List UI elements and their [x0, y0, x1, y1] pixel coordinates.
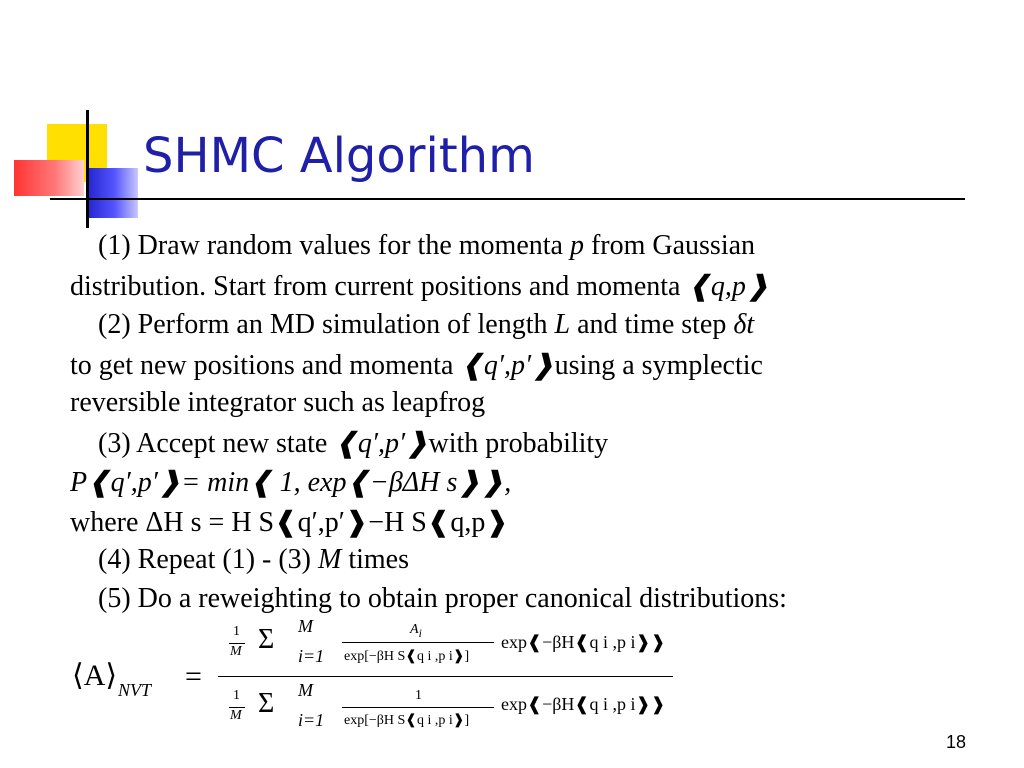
step-2-end: and time step — [570, 309, 734, 340]
deco-vertical-line — [86, 110, 89, 228]
den-inner-bar — [342, 707, 494, 708]
step-3-text: (3) Accept new state — [98, 428, 335, 459]
num-den-exp: exp[−βH S❰q i ,p i❱] — [344, 649, 470, 664]
den-den-exp: exp[−βH S❰q i ,p i❱] — [344, 713, 470, 728]
deco-red-bar — [14, 160, 84, 196]
num-A-label: A — [410, 622, 419, 637]
main-fraction-bar — [218, 676, 673, 677]
den-tail-exp: exp❰−βH❰q i ,p i❱❱ — [501, 694, 666, 714]
formula-equals: = — [185, 660, 202, 693]
num-frac-one: 1 — [233, 624, 240, 639]
den-sum-bottom: i=1 — [298, 710, 325, 730]
den-frac-M: M — [230, 708, 242, 723]
title-underline — [50, 198, 965, 200]
repeat-count-var: M — [318, 544, 342, 575]
time-step-symbol: δt — [733, 309, 755, 340]
step-4-end: times — [341, 544, 410, 575]
formula-lhs-subscript: NVT — [118, 680, 152, 700]
state-qp: ❰q,p❱ — [687, 271, 770, 302]
deco-blue-square — [86, 168, 138, 218]
num-tail-exp: exp❰−βH❰q i ,p i❱❱ — [501, 632, 666, 652]
length-var: L — [554, 309, 571, 340]
den-sum-symbol: Σ — [258, 688, 275, 719]
step-5-line: (5) Do a reweighting to obtain proper canonical distributions: — [98, 583, 787, 614]
num-A-sub: i — [418, 626, 422, 640]
step-3-line — [98, 426, 608, 460]
step-4-text: (4) Repeat (1) - (3) — [98, 544, 319, 575]
num-frac-M: M — [230, 644, 242, 659]
step-1-text: (1) Draw random values for the momenta — [98, 230, 570, 261]
step-1-end: from Gaussian — [583, 230, 756, 261]
num-A — [410, 622, 422, 640]
page-number: 18 — [945, 732, 966, 752]
probability-formula: P❰q′,p′❱= min❰ 1, exp❰−βΔH s❱❱, — [70, 467, 512, 498]
step-2-cont-end: using a symplectic — [554, 350, 763, 381]
step-4-line — [98, 544, 409, 576]
formula-lhs: ⟨A⟩ — [72, 659, 118, 692]
den-one: 1 — [415, 688, 422, 703]
step-2-text: (2) Perform an MD simulation of length — [98, 309, 555, 340]
momenta-var: p — [569, 230, 584, 261]
new-state-symbol: ❰q′,p′❱ — [460, 350, 555, 381]
num-inner-bar — [342, 642, 494, 643]
step-1-cont-text: distribution. Start from current positions and momenta — [70, 271, 688, 302]
step-1-cont — [70, 269, 769, 303]
num-sum-top: M — [298, 616, 313, 636]
den-frac-one: 1 — [233, 688, 240, 703]
den-sum-top: M — [298, 680, 313, 700]
step-3-end: with probability — [428, 428, 609, 459]
step-2-cont — [70, 348, 763, 382]
step-2-cont2: reversible integrator such as leapfrog — [70, 387, 486, 418]
accept-state-symbol: ❰q′,p′❱ — [334, 428, 429, 459]
step-1-line — [98, 230, 755, 262]
step-2-line — [98, 309, 754, 341]
step-2-cont-text: to get new positions and momenta — [70, 350, 461, 381]
slide-title: SHMC Algorithm — [143, 128, 535, 184]
num-sum-symbol: Σ — [258, 624, 275, 655]
delta-h-definition: where ΔH s = H S❰q′,p′❱−H S❰q,p❱ — [70, 507, 509, 538]
num-sum-bottom: i=1 — [298, 646, 325, 666]
